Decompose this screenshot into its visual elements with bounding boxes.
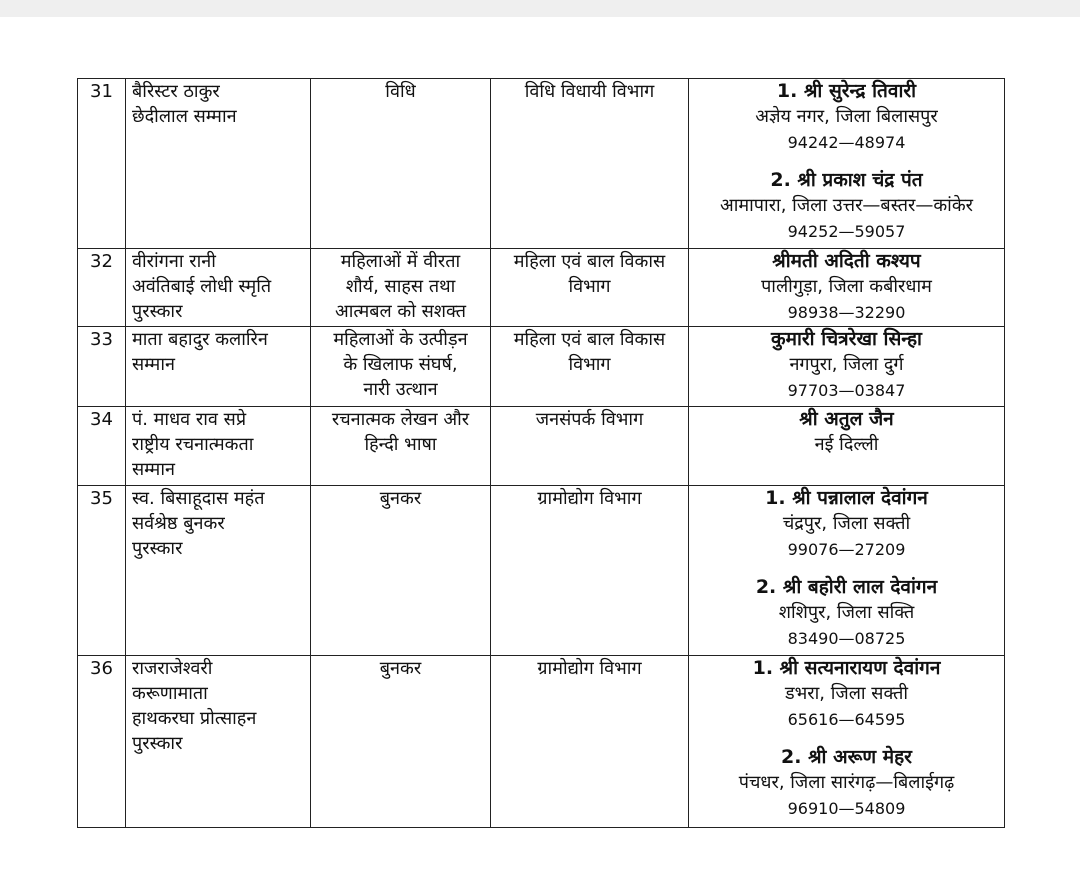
recipient (695, 745, 998, 822)
department (491, 656, 689, 828)
award-field (311, 79, 491, 249)
recipient-phone: 99076—27209 (787, 540, 906, 559)
recipient-place: अज्ञेय नगर, जिला बिलासपुर (755, 106, 938, 127)
recipient-phone: 96910—54809 (787, 799, 906, 818)
award-field-line: महिलाओं के उत्पीड़न (333, 329, 468, 350)
department-line: जनसंपर्क विभाग (535, 409, 644, 430)
recipient-place: नगपुरा, जिला दुर्ग (789, 354, 904, 375)
award-name-line: पुरस्कार (132, 301, 183, 322)
award-field-line: नारी उत्थान (363, 379, 438, 400)
recipient (695, 168, 998, 245)
recipient-name: 2. श्री बहोरी लाल देवांगन (755, 576, 938, 598)
top-bar (0, 0, 1080, 17)
department (491, 327, 689, 407)
award-name-line: राजराजेश्वरी (132, 658, 213, 679)
award-name-line: सर्वश्रेष्ठ बुनकर (132, 513, 225, 534)
recipient-phone: 83490—08725 (787, 629, 906, 648)
recipient-place: शशिपुर, जिला सक्ति (778, 602, 915, 623)
recipients-cell (689, 656, 1005, 828)
recipient-phone: 94252—59057 (787, 222, 906, 241)
award-field-line: के खिलाफ संघर्ष, (343, 354, 458, 375)
award-field-line: महिलाओं में वीरता (340, 251, 461, 272)
award-field-line: बुनकर (379, 658, 422, 679)
award-name-line: सम्मान (132, 459, 175, 480)
department-line: ग्रामोद्योग विभाग (537, 488, 642, 509)
recipients-cell (689, 486, 1005, 656)
award-name-line: हाथकरघा प्रोत्साहन (132, 708, 257, 729)
recipient-place: पंचधर, जिला सारंगढ़—बिलाईगढ़ (738, 772, 955, 793)
table-row (78, 79, 1005, 249)
recipients-cell (689, 249, 1005, 327)
recipient-name: 1. श्री सत्यनारायण देवांगन (752, 657, 941, 679)
award-field (311, 249, 491, 327)
department-line: विभाग (568, 354, 611, 375)
recipient (695, 656, 998, 733)
award-name-line: छेदीलाल सम्मान (132, 106, 237, 127)
department (491, 407, 689, 486)
recipient (695, 79, 998, 156)
recipient-phone: 97703—03847 (787, 381, 906, 400)
award-field-line: बुनकर (379, 488, 422, 509)
recipient-phone: 65616—64595 (787, 710, 906, 729)
department (491, 486, 689, 656)
award-name (126, 486, 311, 656)
department-line: विधि विधायी विभाग (524, 81, 655, 102)
table-row (78, 249, 1005, 327)
table-row (78, 407, 1005, 486)
recipients-cell (689, 79, 1005, 249)
award-field-line: शौर्य, साहस तथा (345, 276, 456, 297)
table-row (78, 656, 1005, 828)
award-name-line: स्व. बिसाहूदास महंत (132, 488, 265, 509)
serial-number: 32 (78, 249, 126, 327)
award-name-line: अवंतिबाई लोधी स्मृति (132, 276, 272, 297)
award-name (126, 656, 311, 828)
recipient-place: नई दिल्ली (814, 434, 879, 455)
department (491, 249, 689, 327)
award-name (126, 79, 311, 249)
recipient-name: श्री अतुल जैन (799, 408, 894, 430)
award-field-line: हिन्दी भाषा (364, 434, 437, 455)
award-name (126, 327, 311, 407)
recipient-name: 1. श्री पन्नालाल देवांगन (765, 487, 928, 509)
award-name-line: वीरांगना रानी (132, 251, 216, 272)
recipient-place: आमापारा, जिला उत्तर—बस्तर—कांकेर (719, 195, 974, 216)
recipient (695, 407, 998, 458)
award-name-line: राष्ट्रीय रचनात्मकता (132, 434, 254, 455)
award-table (77, 78, 1005, 828)
recipient-place: डभरा, जिला सक्ती (784, 683, 909, 704)
recipient-name: श्रीमती अदिती कश्यप (772, 250, 921, 272)
award-field-line: रचनात्मक लेखन और (331, 409, 470, 430)
recipient (695, 575, 998, 652)
department-line: महिला एवं बाल विकास (513, 251, 666, 272)
recipient-name: 1. श्री सुरेन्द्र तिवारी (776, 80, 917, 102)
serial-number: 33 (78, 327, 126, 407)
department (491, 79, 689, 249)
recipients-cell (689, 407, 1005, 486)
award-field-line: विधि (385, 81, 416, 102)
recipient (695, 327, 998, 404)
award-name (126, 407, 311, 486)
recipient-phone: 94242—48974 (787, 133, 906, 152)
award-field-line: आत्मबल को सशक्त (335, 301, 466, 322)
recipient-place: पालीगुड़ा, जिला कबीरधाम (761, 276, 932, 297)
award-name-line: बैरिस्टर ठाकुर (132, 81, 220, 102)
recipient-place: चंद्रपुर, जिला सक्ती (782, 513, 911, 534)
serial-number: 36 (78, 656, 126, 828)
recipient-name: 2. श्री प्रकाश चंद्र पंत (770, 169, 923, 191)
department-line: ग्रामोद्योग विभाग (537, 658, 642, 679)
recipient-name: कुमारी चित्ररेखा सिन्हा (771, 328, 922, 350)
award-name (126, 249, 311, 327)
recipient-name: 2. श्री अरूण मेहर (781, 746, 912, 768)
recipient (695, 249, 998, 326)
table-row (78, 486, 1005, 656)
serial-number: 31 (78, 79, 126, 249)
department-line: महिला एवं बाल विकास (513, 329, 666, 350)
award-name-line: पुरस्कार (132, 733, 183, 754)
serial-number: 35 (78, 486, 126, 656)
award-field (311, 656, 491, 828)
award-name-line: सम्मान (132, 354, 175, 375)
award-name-line: पं. माधव राव सप्रे (132, 409, 247, 430)
award-field (311, 486, 491, 656)
award-field (311, 327, 491, 407)
award-field (311, 407, 491, 486)
award-name-line: पुरस्कार (132, 538, 183, 559)
department-line: विभाग (568, 276, 611, 297)
serial-number: 34 (78, 407, 126, 486)
recipients-cell (689, 327, 1005, 407)
recipient-phone: 98938—32290 (787, 303, 906, 322)
award-name-line: करूणामाता (132, 683, 208, 704)
table-row (78, 327, 1005, 407)
recipient (695, 486, 998, 563)
award-name-line: माता बहादुर कलारिन (132, 329, 268, 350)
